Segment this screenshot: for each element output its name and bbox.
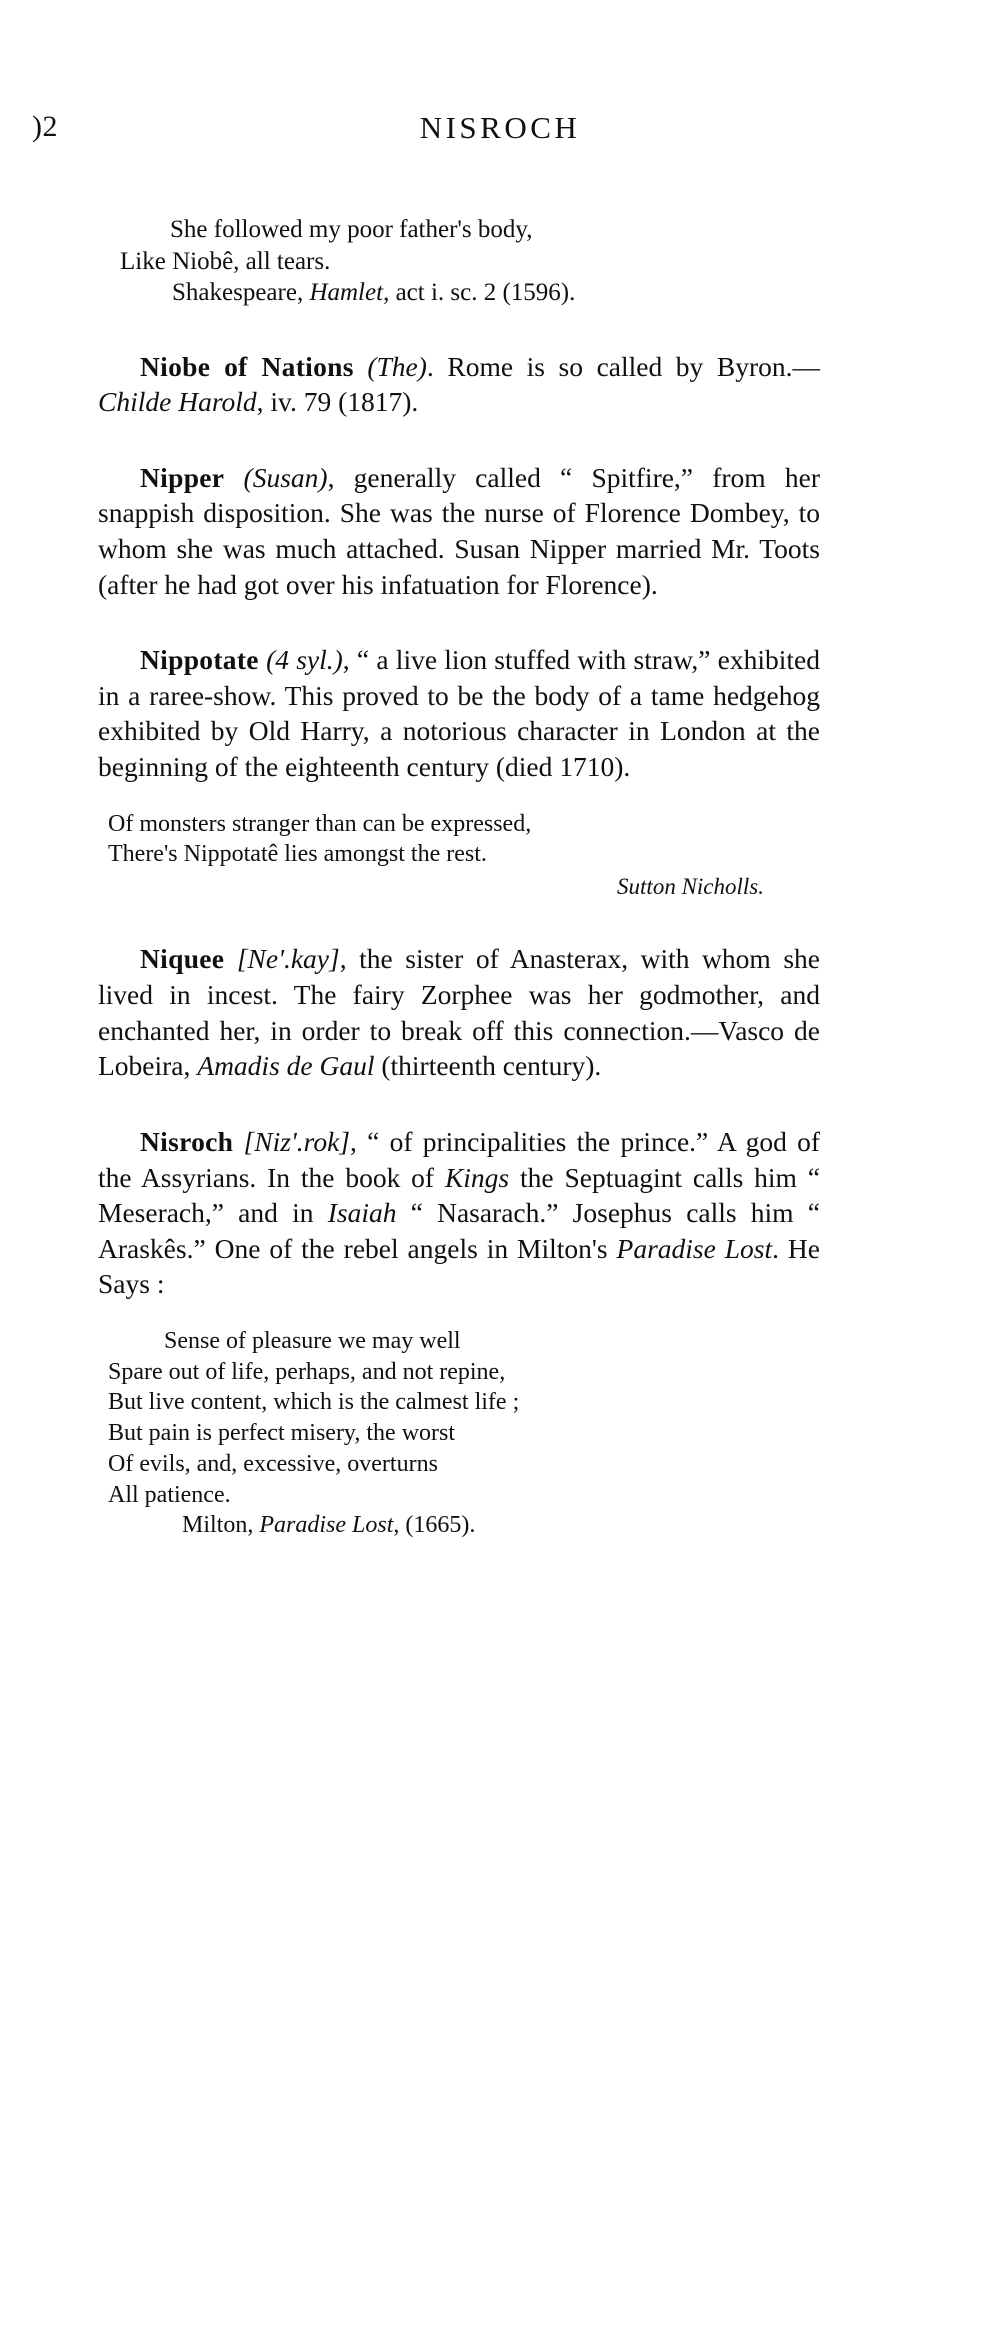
dictionary-entry-niobe-of-nations [98,349,820,420]
citation-text: , act i. sc. 2 (1596). [383,279,576,306]
text-column [98,196,820,1541]
entry-source-title: Paradise Lost [616,1232,773,1264]
quote-attribution: Sutton Nicholls. [617,874,764,900]
citation-text: , (1665). [393,1512,476,1539]
entry-pronunciation: [Niz'.rok] [243,1125,351,1157]
entry-source-title: Isaiah [327,1197,397,1229]
citation-work-title: Hamlet [309,279,384,306]
entry-text: , generally called “ Spitfire,” from her snappish disposition. She was the nurse of Florence Dombey, to whom she was much attached. Susan Nipper married Mr. Toots (after he had got over his infatuation for Florence). [98,461,821,600]
quote-line: All patience. [108,1481,231,1508]
entry-text: “ Nasarach.” Josephus calls him “ Araskês.” One of the rebel angels in Milton's [98,1197,820,1264]
quote-line: There's Nippotatê lies amongst the rest. [108,841,487,868]
entry-qualifier: (4 syl.) [266,644,343,676]
entry-text: , the sister of Anasterax, with whom she lived in incest. The fairy Zorphee was her godmother, and enchanted her, in order to break off this connection.—Vasco de Lobeira, [98,943,820,1082]
entry-source-title: Childe Harold [98,386,257,418]
entry-headword: Nippotate [140,644,259,676]
entry-text: , “ a live lion stuffed with straw,” exhibited in a raree-show. This proved to be the body of a tame hedgehog exhibited by Old Harry, a notorious character in London at the beginning of the eighteenth century (died 1710). [98,644,820,782]
entry-source-title: Amadis de Gaul [197,1050,375,1082]
quote-line: But pain is perfect misery, the worst [108,1420,456,1447]
entry-qualifier: (The) [367,350,427,382]
quote-line: But live content, which is the calmest life ; [108,1389,520,1416]
entry-headword: Niobe of Nations [140,350,354,382]
page-title: NISROCH [419,110,581,145]
opening-quotation [98,214,820,309]
entry-qualifier: (Susan) [243,461,328,493]
entry-text: . [426,350,448,382]
nippotate-quotation [98,809,820,902]
quote-line: Spare out of life, perhaps, and not repine, [108,1358,506,1385]
entry-headword: Nisroch [140,1125,234,1157]
quote-line: Of monsters stranger than can be expressed, [108,810,532,837]
entry-text: Rome is so called by Byron.— [447,350,820,382]
page-folio: )2 [32,110,58,143]
quote-citation [98,277,820,309]
entry-text: , “ of principalities the prince.” A god of the Assyrians. In the book of [98,1125,820,1193]
quote-line: She followed my poor father's body, [170,216,533,243]
entry-headword: Niquee [140,943,225,975]
citation-text: Milton, [182,1512,260,1539]
dictionary-entry-nippotate [98,642,820,784]
quote-line: Like Niobê, all tears. [120,247,331,275]
nisroch-quotation [98,1326,820,1541]
quote-line: Of evils, and, excessive, overturns [108,1450,438,1477]
dictionary-entry-nisroch [98,1124,820,1302]
dictionary-entry-nipper [98,460,820,602]
entry-pronunciation: [Ne'.kay] [236,943,340,975]
quote-citation [108,1510,820,1541]
running-head [0,110,1000,150]
entry-text: , iv. 79 (1817). [256,386,419,418]
citation-text: Shakespeare, [172,279,310,306]
entry-text: . He Says : [98,1232,820,1300]
entry-source-title: Kings [444,1161,510,1193]
entry-text: (thirteenth century). [374,1050,602,1082]
dictionary-entry-niquee [98,941,820,1083]
entry-text: the Septuagint calls him “ Meserach,” and in [98,1161,820,1229]
quote-line: Sense of pleasure we may well [164,1327,461,1354]
citation-work-title: Paradise Lost [259,1512,394,1539]
entry-headword: Nipper [140,461,225,493]
